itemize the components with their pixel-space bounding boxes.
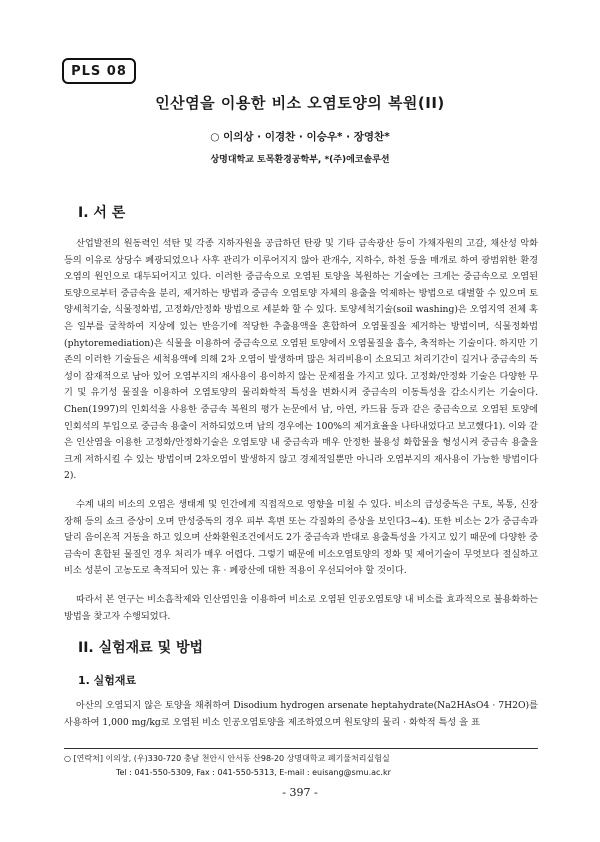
intro-paragraph-3: 따라서 본 연구는 비소흡착제와 인산염인을 이용하여 비소로 오염된 인공오염토양 내 비소를 효과적으로 불용화하는 방법을 찾고자 수행되었다.: [64, 594, 538, 622]
paper-title: 인산염을 이용한 비소 오염토양의 복원(II): [155, 94, 445, 112]
contact-footnote: [64, 748, 538, 780]
affiliation: 상명대학교 토목환경공학부, *(주)에코솔루션: [210, 155, 390, 165]
intro-paragraph-1: 산업발전의 원동력인 석탄 및 각종 지하자원을 공급하던 탄광 및 기타 금속광산 등이 가채자원의 고갈, 채산성 악화 등의 이유로 상당수 폐광되었으나 사후 관리가 이루어지지 않아 관개수, 지하수, 하천 등을 매개로 하여 광범위한 환경오염의 원인으로 대두되어지고 있다. 이러한 중금속으로 오염된 토양을 복원하는 기술에는 크게는 중금속으로 오염된 토양으로부터 중금속을 분리, 제거하는 방법과 중금속 오염토양 자체의 용출을 억제하는 방법으로 대별할 수 있으며 토양세척기술, 식물정화법, 고정화/안정화 방법으로 세분화 할 수 있다. 토양세척기술(soil washing)은 오염지역 전체 혹은 일부를 굴착하여 지상에 있는 반응기에 적당한 추출용액을 혼합하여 오염물질을 제거하는 방법이며, 식물정화법(phytoremediation)은 식물을 이용하여 중금속으로 오염된 토양에서 오염물질을 흡수, 축적하는 기술이다. 하지만 기존의 이러한 기술들은 세척용액에 의해 2차 오염이 발생하며 많은 처리비용이 소요되고 처리기간이 길거나 중금속의 독성이 잠재적으로 남아 있어 오염부지의 재사용이 용이하지 않는 문제점을 가지고 있다. 고정화/안정화 기술은 다양한 무기 및 유기성 물질을 이용하여 오염토양의 물리화학적 특성을 변화시켜 중금속의 이동특성을 감소시키는 기술이다. Chen(1997)의 인회석을 사용한 중금속 복원의 평가 논문에서 납, 아연, 카드뮴 등과 같은 중금속으로 오염된 토양에 인회석의 투입으로 중금속 용출이 저하되었으며 납의 경우에는 100%의 제거효율을 나타내었다고 보고했다1). 이와 같은 인산염을 이용한 고정화/안정화기술은 오염토양 내 중금속과 매우 안정한 불용성 화합물을 형성시켜 중금속 용출을 크게 저하시킬 수 있는 방법이며 2차오염이 발생하지 않고 경제적일뿐만 아니라 오염부지의 재사용이 가능한 방법이다2).: [64, 238, 538, 482]
materials-heading: 1. 실험재료: [78, 674, 137, 687]
footnote-line-2: Tel : 041-550-5309, Fax : 041-550-5313, E-mail : euisang@smu.ac.kr: [116, 768, 391, 777]
methods-heading: II. 실험재료 및 방법: [78, 640, 204, 656]
page-number: - 397 -: [282, 786, 318, 799]
intro-heading: I. 서 론: [78, 205, 126, 221]
materials-paragraph-1: 아산의 오염되지 않은 토양을 채취하여 Disodium hydrogen arsenate heptahydrate(Na2HAsO4 · 7H2O)를 사용하여 1,000 mg/kg로 오염된 비소 인공오염토양을 제조하였으며 원토양의 물리 · 화학적 특성 을 표: [64, 700, 538, 728]
session-badge: PLS 08: [62, 58, 136, 84]
intro-paragraph-2: 수계 내의 비소의 오염은 생태계 및 인간에게 직접적으로 영향을 미칠 수 있다. 비소의 급성중독은 구토, 복통, 신장장해 등의 쇼크 증상이 오며 만성중독의 경우 피부 흑변 또는 각질화의 증상을 보인다3~4). 또한 비소는 2가 중금속과 달리 음이온적 거동을 하고 있으며 산화환원조건에서도 2가 중금속과 반대로 용출특성을 가지고 있기 때문에 다양한 중금속이 혼합된 물질인 경우 처리가 매우 어렵다. 그렇기 때문에 비소오염토양의 정화 및 제어기술이 무엇보다 절실하고 비소 성분이 고농도로 축적되어 있는 휴 · 폐광산에 대한 적용이 우선되어야 할 것이다.: [64, 499, 538, 577]
footnote-line-1: ○ [연락처] 이의상, (우)330-720 충남 천안시 안서동 산98-20 상명대학교 폐기물처리실험실: [64, 754, 390, 763]
author-list: ○ 이의상 · 이경찬 · 이승우* · 장영찬*: [210, 131, 390, 143]
